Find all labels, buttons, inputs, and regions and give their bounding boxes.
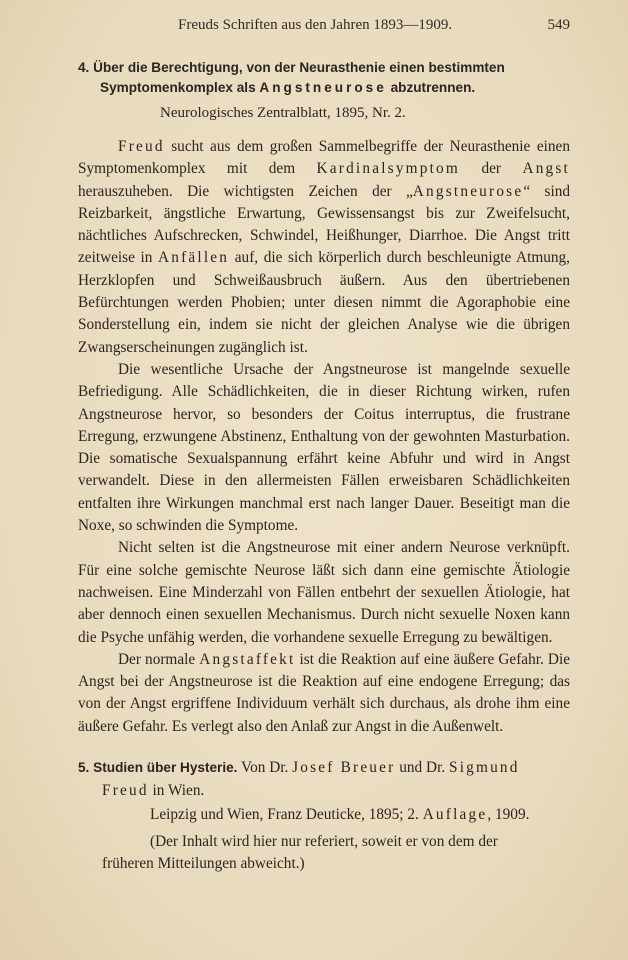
author-sigmund: Sigmund: [448, 759, 520, 776]
section-4-source: Neurologisches Zentralblatt, 1895, Nr. 2.: [160, 105, 406, 121]
running-title: Freuds Schriften aus den Jahren 1893—1909.: [178, 17, 453, 33]
page-number: 549: [547, 17, 570, 33]
section-5-title-line: 5. Studien über Hysterie. Von Dr. Josef Breuer und Dr. Sigmund: [78, 759, 520, 776]
section-4-title-line-a: Über die Berechtigung, von der Neurasthenie einen bestimmten: [93, 60, 505, 75]
author-freud: Freud: [102, 781, 149, 799]
publication-auflage: Auflage: [422, 806, 488, 823]
section-5: [78, 757, 570, 876]
section-5-publication: Leipzig und Wien, Franz Deuticke, 1895; 2. Auflage, 1909.: [150, 806, 530, 823]
paragraph-1: Freud sucht aus dem großen Sammelbegriffe der Neurasthenie einen Symptomenkomplex mit dem Kardinalsymptom der Angst herauszuheben. Die wichtigsten Zeichen der „Angstneurose“ sind Reizbarkeit, ängstliche Erwartung, Gewissensangst bis zur Zweifelsucht, nächtliches Aufschrecken, Schwindel, Heißhunger, Diarrhoe. Die Angst tritt zeitweise in Anfällen auf, die sich körperlich durch beschleunigte Atmung, Herzklopfen und Schweißausbruch äußern. Aus den übertriebenen Befürchtungen werden Phobien; unter diesen nimmt die Agoraphobie eine Sonderstellung ein, indem sie nicht der gleichen Analyse wie die übrigen Zwangserscheinungen zugänglich ist.: [78, 138, 570, 356]
p4-angstaffekt: Angstaffekt: [199, 650, 296, 668]
p1-angst: Angst: [522, 160, 570, 178]
paragraph-3: Nicht selten ist die Angstneurose mit einer andern Neurose verknüpft. Für eine solche gemischte Neurose läßt sich dann eine gemischte Ätiologie nachweisen. Eine Minderzahl von Fällen entbehrt der sexuellen Ätiologie, hat aber dennoch einen sexuellen Mechanismus. Durch nicht sexuelle Noxen kann die Psyche unfähig werden, die vorhandene sexuelle Erregung zu bewältigen.: [78, 539, 570, 646]
author-breuer: Josef Breuer: [292, 759, 396, 776]
section-5-note-line-a: (Der Inhalt wird hier nur referiert, soweit er von dem der: [150, 832, 498, 850]
section-4: [78, 58, 570, 738]
p1-anfaellen: Anfällen: [158, 249, 230, 267]
paragraph-2: Die wesentliche Ursache der Angstneurose ist mangelnde sexuelle Befriedigung. Alle Schädlichkeiten, die in dieser Richtung wirken, rufen Angstneurose hervor, so besonders der Coitus interruptus, die frustrane Erregung, erzwungene Abstinenz, Enthaltung von der gewohnten Masturbation. Die somatische Sexualspannung erfährt keine Abfuhr und wird in Angst verwandelt. Diese in den allermeisten Fällen erweisbaren Schädlichkeiten entfalten ihre Wirkungen manchmal erst nach langer Dauer. Beseitigt man die Noxe, so schwinden die Symptome.: [78, 360, 570, 535]
p1-angstneurose: Angstneurose: [412, 182, 524, 200]
paragraph-4: Der normale Angstaffekt ist die Reaktion auf eine äußere Gefahr. Die Angst bei der Angstneurose ist die Reaktion auf eine endogene Erregung; das von der Angst ergriffene Individuum verhält sich durchaus, als drohe ihm eine äußere Gefahr. Es verlegt also den Anlaß zur Angst in die Außenwelt.: [78, 650, 570, 735]
p1-kardinalsymptom: Kardinalsymptom: [316, 160, 461, 178]
section-4-title-spaced: Angstneurose: [259, 80, 387, 95]
section-5-note-line-b: früheren Mitteilungen abweicht.): [102, 855, 305, 872]
section-4-number: 4.: [78, 60, 90, 75]
running-head: [178, 17, 570, 34]
p1-freud: Freud: [118, 138, 165, 155]
section-5-author-line: Freud in Wien.: [102, 781, 205, 799]
section-5-title: Studien über Hysterie.: [93, 760, 238, 775]
section-4-title-line-b: Symptomenkomplex als Angstneurose abzutrennen.: [100, 80, 476, 95]
section-5-number: 5.: [78, 760, 90, 775]
section-4-title: [78, 58, 570, 78]
